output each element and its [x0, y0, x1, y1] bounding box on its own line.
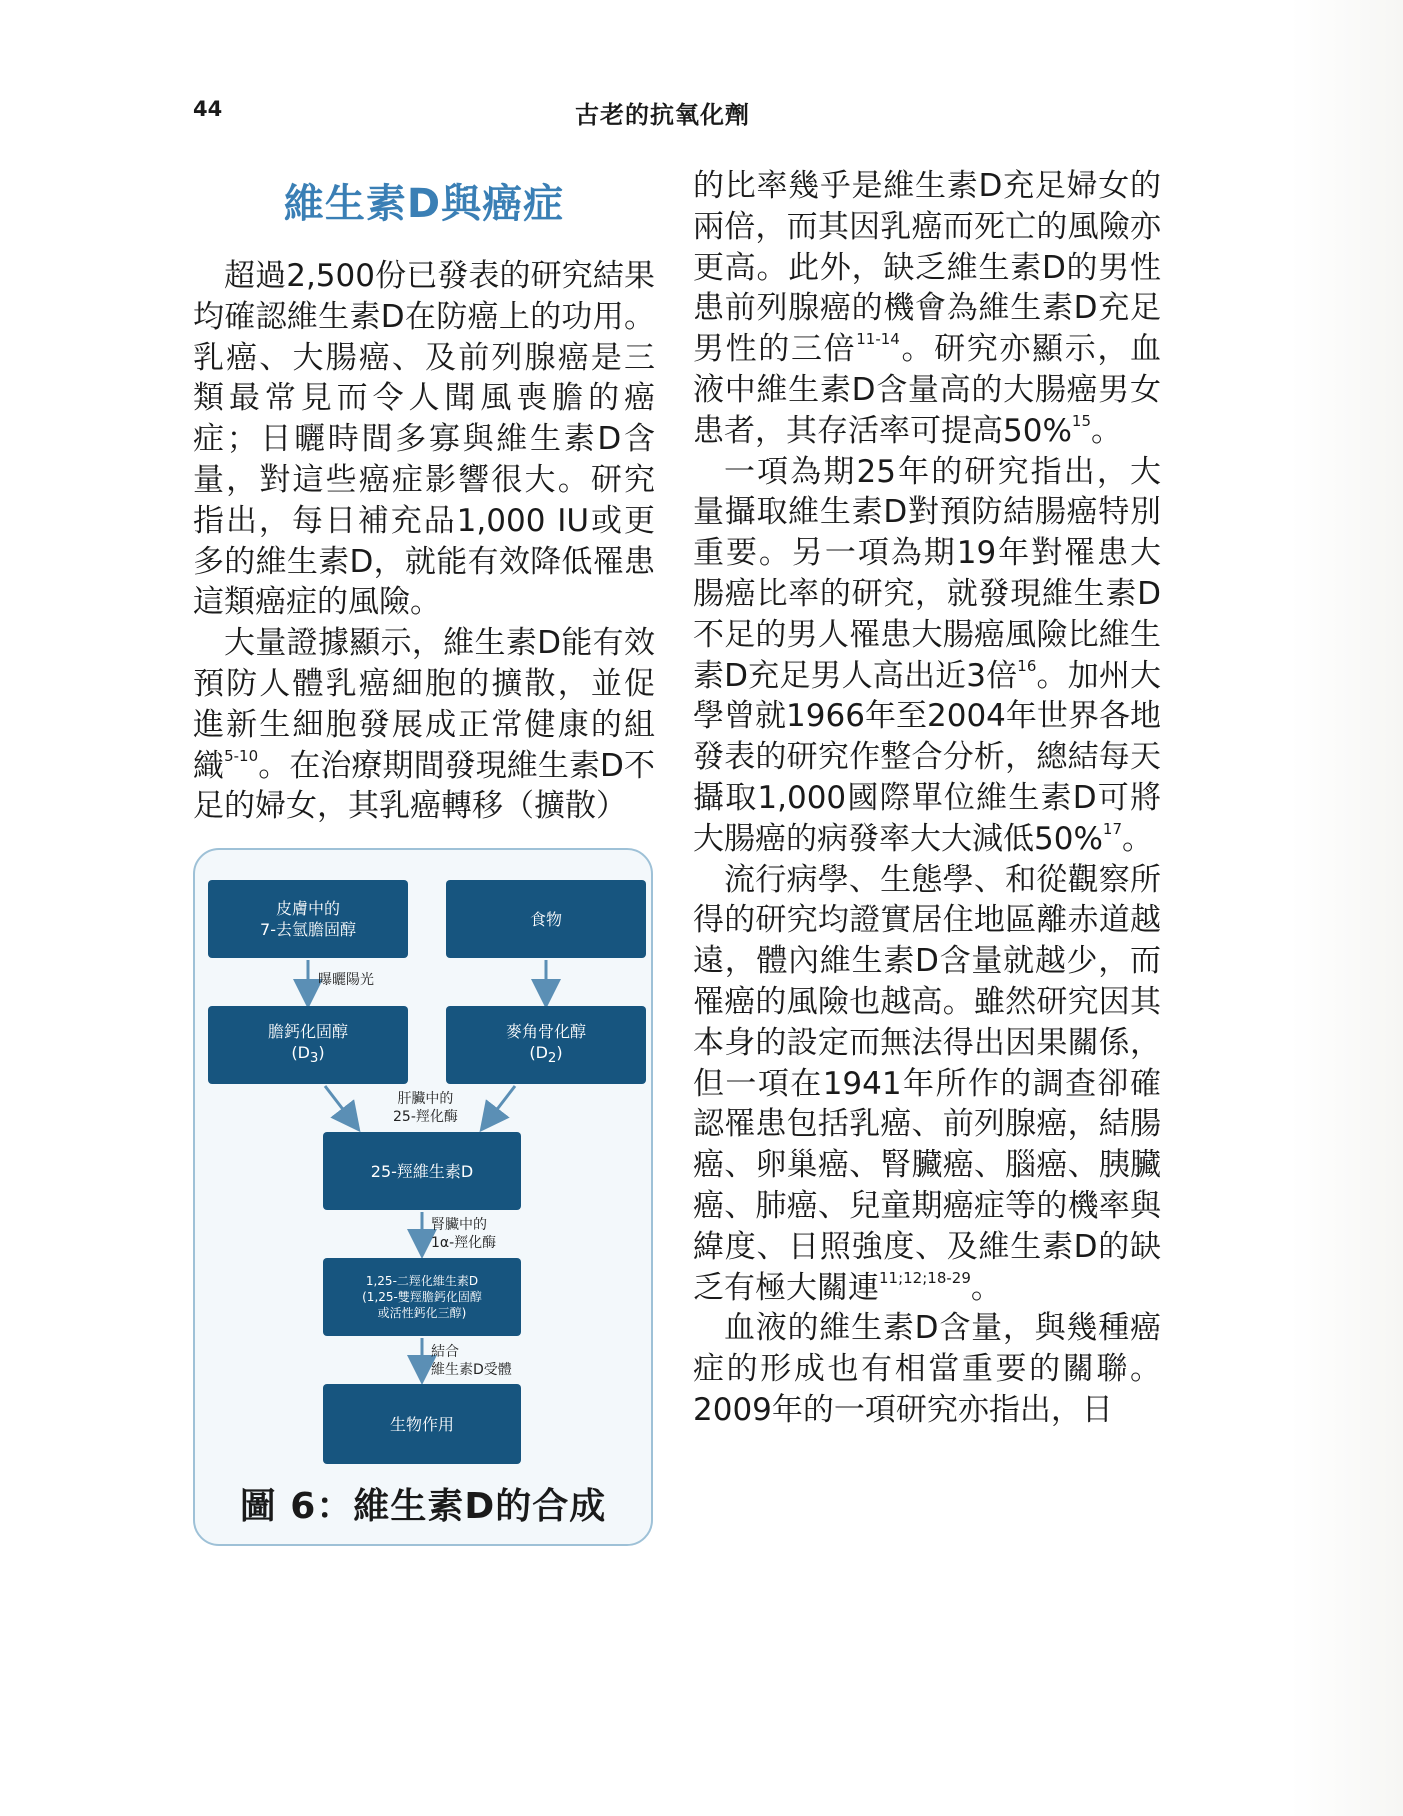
- box-cholecalciferol: 膽鈣化固醇 $(D_3)$: [208, 1006, 408, 1084]
- running-title: 古老的抗氧化劑: [575, 101, 750, 129]
- citation: 15: [1071, 411, 1091, 430]
- box-ergocalciferol: 麥角骨化醇 $(D_2)$: [446, 1006, 646, 1084]
- box-calcitriol: 1,25-二羥化維生素D (1,25-雙羥膽鈣化固醇 或活性鈣化三醇): [323, 1258, 521, 1336]
- box-skin-7dhc: 皮膚中的 7-去氫膽固醇: [208, 880, 408, 958]
- arrow-d2-to-25: [485, 1086, 515, 1125]
- paragraph: 超過2,500份已發表的研究結果均確認維生素D在防癌上的功用。乳癌、大腸癌、及前列腺癌是三類最常見而令人聞風喪膽的癌症；日曬時間多寡與維生素D含量，對這些癌症影響很大。研究指出，每日補充品1,000 IU或更多的維生素D，就能有效降低罹患這類癌症的風險。: [193, 258, 655, 621]
- box-food: 食物: [446, 880, 646, 958]
- figure-caption: 圖 6：維生素D的合成: [239, 1486, 607, 1527]
- paragraph: 一項為期25年的研究指出，大量攝取維生素D對預防結腸癌特別重要。另一項為期19年對罹患大腸癌比率的研究，就發現維生素D不足的男人罹患大腸癌風險比維生素D充足男人高出近3倍$^{16}$。加州大學曾就1966年至2004年世界各地發表的研究作整合分析，總結每天攝取1,000國際單位維生素D可將大腸癌的病發率大大減低50%$^{17}$。: [693, 453, 1162, 857]
- section-heading: 維生素D與癌症: [283, 181, 565, 227]
- page-edge-shadow: [1290, 0, 1403, 1816]
- label-bind-receptor: 結合 維生素D受體: [431, 1344, 512, 1378]
- right-column: [693, 166, 1161, 1431]
- figure-vitamin-d-synthesis: [193, 848, 653, 1546]
- paragraph: 的比率幾乎是維生素D充足婦女的兩倍，而其因乳癌而死亡的風險亦更高。此外，缺乏維生素D的男性患前列腺癌的機會為維生素D充足男性的三倍$^{11-14}$。研究亦顯示，血液中維生素D含量高的大腸癌男女患者，其存活率可提高50%$^{15}$。: [693, 168, 1162, 449]
- paragraph: 大量證據顯示，維生素D能有效預防人體乳癌細胞的擴散，並促進新生細胞發展成正常健康的組織$^{5-10}$。在治療期間發現維生素D不足的婦女，其乳癌轉移（擴散）: [193, 625, 655, 825]
- box-biological-action: 生物作用: [323, 1384, 521, 1464]
- label-sun-exposure: 曝曬陽光: [318, 972, 374, 988]
- citation: 5-10: [224, 746, 259, 765]
- citation: 16: [1017, 656, 1037, 675]
- paragraph: 血液的維生素D含量，與幾種癌症的形成也有相當重要的關聯。2009年的一項研究亦指出，日: [693, 1310, 1161, 1428]
- label-kidney-hydroxylase: 腎臟中的 1α-羥化酶: [431, 1217, 497, 1251]
- paragraph: 流行病學、生態學、和從觀察所得的研究均證實居住地區離赤道越遠，體內維生素D含量就越少，而罹癌的風險也越高。雖然研究因其本身的設定而無法得出因果關係，但一項在1941年所作的調查卻確認罹患包括乳癌、前列腺癌，結腸癌、卵巢癌、腎臟癌、腦癌、胰臟癌、肺癌、兒童期癌症等的機率與緯度、日照強度、及維生素D的缺乏有極大關連$^{11;12;18-29}$。: [693, 861, 1161, 1306]
- arrow-d3-to-25: [325, 1086, 355, 1125]
- left-column: [193, 178, 655, 827]
- box-25-hydroxy-d: 25-羥維生素D: [323, 1132, 521, 1210]
- page-number: 44: [193, 97, 223, 121]
- citation: 11-14: [856, 330, 900, 349]
- label-liver-hydroxylase: 肝臟中的 25-羥化酶: [393, 1091, 458, 1125]
- citation: 17: [1102, 819, 1122, 838]
- citation: 11;12;18-29: [879, 1268, 971, 1287]
